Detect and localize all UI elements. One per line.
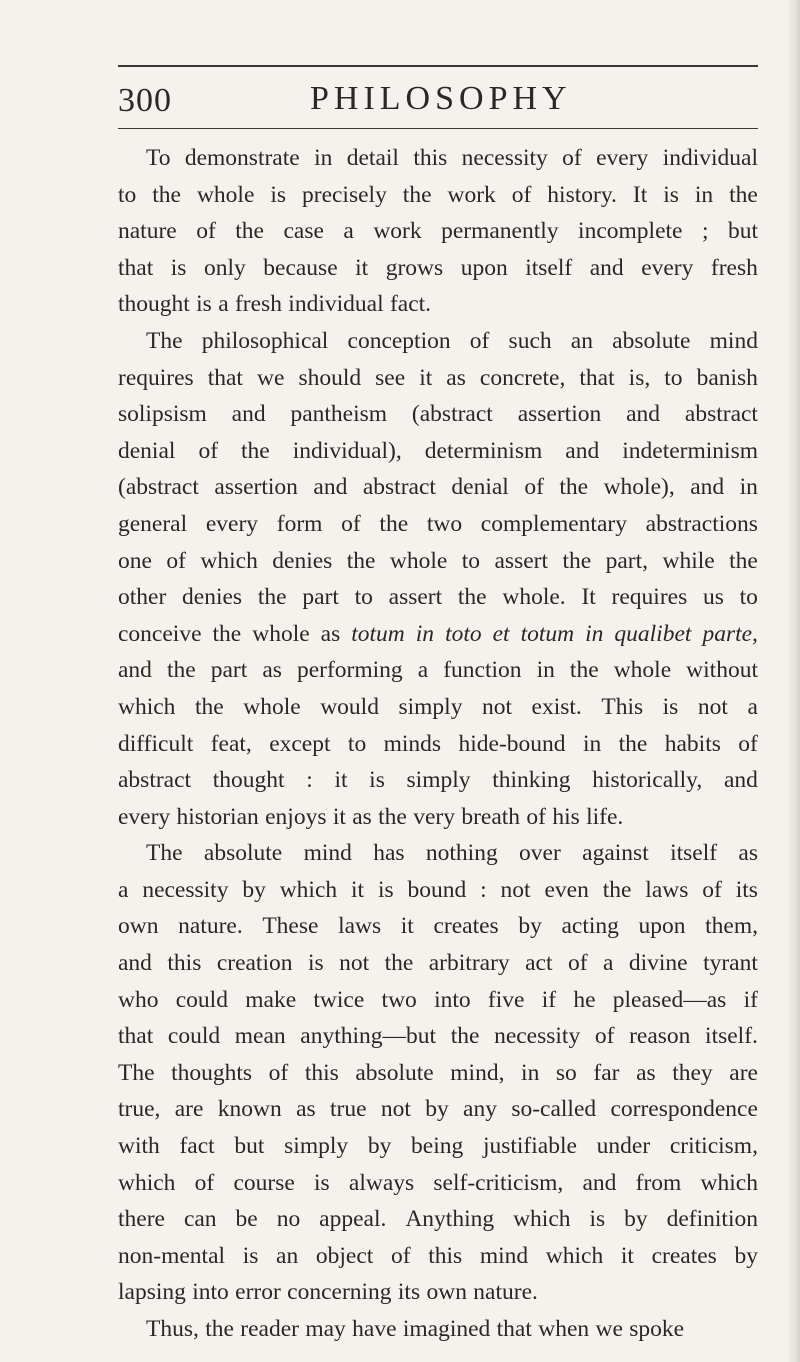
text-line: there can be no appeal. Anything which is by definition: [118, 1206, 758, 1233]
text-line: who could make twice two into five if he pleased—as if: [118, 986, 758, 1013]
text-line: true, are known as true not by any so-called correspondence: [118, 1096, 758, 1123]
text-line: every historian enjoys it as the very breath of his life.: [118, 803, 624, 830]
text-line: and the part as performing a function in the whole without: [118, 657, 758, 684]
text-line: The philosophical conception of such an absolute mind: [146, 327, 758, 354]
text-line: which the whole would simply not exist. This is not a: [118, 693, 758, 720]
text-line: (abstract assertion and abstract denial of the whole), and in: [118, 474, 758, 501]
page-edge-shadow: [786, 0, 800, 1362]
header-top-rule: [118, 65, 758, 67]
text-line: general every form of the two complementary abstractions: [118, 510, 758, 537]
text-line: a necessity by which it is bound : not even the laws of its: [118, 876, 758, 903]
running-head-title: PHILOSOPHY: [310, 80, 572, 117]
text-line: other denies the part to assert the whole. It requires us to: [118, 584, 758, 611]
text-line: conceive the whole as totum in toto et totum in qualibet parte,: [118, 620, 758, 647]
text-line: lapsing into error concerning its own nature.: [118, 1279, 538, 1306]
text-line: To demonstrate in detail this necessity of every individual: [146, 145, 758, 171]
text-line: which of course is always self-criticism, and from which: [118, 1169, 758, 1196]
text-line: that is only because it grows upon itself and every fresh: [118, 254, 758, 281]
text-line: difficult feat, except to minds hide-bound in the habits of: [118, 730, 758, 757]
text-line: with fact but simply by being justifiable under criticism,: [118, 1133, 758, 1160]
text-line: The absolute mind has nothing over against itself as: [146, 840, 758, 867]
text-line: abstract thought : it is simply thinking historically, and: [118, 767, 758, 794]
text-line: non-mental is an object of this mind which it creates by: [118, 1242, 758, 1269]
text-line: that could mean anything—but the necessity of reason itself.: [118, 1023, 758, 1050]
header-bottom-rule: [118, 128, 758, 129]
text-line: solipsism and pantheism (abstract assertion and abstract: [118, 401, 758, 428]
text-line: Thus, the reader may have imagined that when we spoke: [146, 1316, 685, 1342]
body-text: [118, 140, 758, 1348]
text-line: to the whole is precisely the work of history. It is in the: [118, 181, 758, 208]
text-line: denial of the individual), determinism and indeterminism: [118, 437, 758, 464]
text-line: thought is a fresh individual fact.: [118, 291, 432, 318]
text-line: own nature. These laws it creates by acting upon them,: [118, 913, 758, 940]
text-line: one of which denies the whole to assert the part, while the: [118, 547, 758, 574]
text-line: requires that we should see it as concrete, that is, to banish: [118, 364, 758, 391]
text-line: and this creation is not the arbitrary act of a divine tyrant: [118, 950, 758, 977]
text-line: The thoughts of this absolute mind, in so far as they are: [118, 1059, 758, 1086]
page-number: 300: [118, 82, 172, 119]
running-header: [118, 78, 758, 122]
text-line: nature of the case a work permanently incomplete ; but: [118, 218, 758, 245]
